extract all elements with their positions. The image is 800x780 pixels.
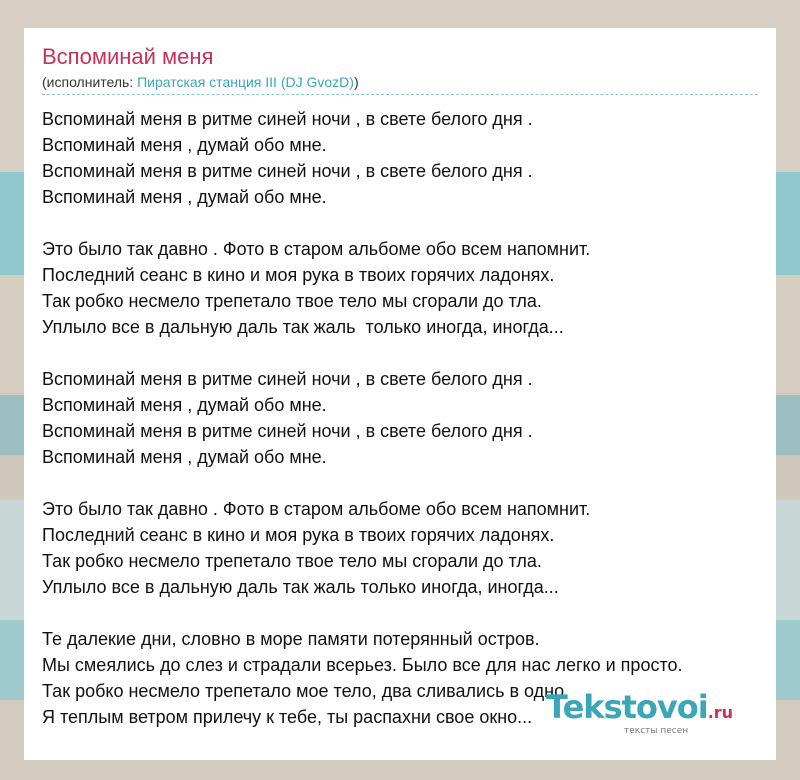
lyric-line: Я теплым ветром прилечу к тебе, ты распахни свое окно...: [42, 707, 533, 727]
performer-link[interactable]: Пиратская станция III (DJ GvozD): [137, 74, 354, 90]
lyric-line: Вспоминай меня в ритме синей ночи , в свете белого дня .: [42, 421, 533, 441]
site-logo[interactable]: [546, 688, 734, 736]
lyric-line: Вспоминай меня , думай обо мне.: [42, 187, 327, 207]
lyric-line: Последний сеанс в кино и моя рука в твоих горячих ладонях.: [42, 525, 555, 545]
lyric-line: Вспоминай меня в ритме синей ночи , в свете белого дня .: [42, 369, 533, 389]
lyric-line: Уплыло все в дальную даль так жаль только иногда, иногда...: [42, 577, 559, 597]
lyrics-text: [42, 106, 772, 730]
lyrics-card: [24, 28, 776, 760]
lyric-line: [42, 340, 772, 366]
lyric-line: [42, 210, 772, 236]
title-divider: [42, 94, 758, 95]
song-title: Вспоминай меня: [42, 44, 214, 69]
lyric-line: Мы смеялись до слез и страдали всерьез. Было все для нас легко и просто.: [42, 655, 683, 675]
performer-suffix: ): [353, 74, 359, 90]
lyric-line: Вспоминай меня в ритме синей ночи , в свете белого дня .: [42, 109, 533, 129]
lyric-line: Вспоминай меня , думай обо мне.: [42, 135, 327, 155]
logo-brand: Tekstovoi: [546, 688, 708, 726]
lyric-line: Те далекие дни, словно в море памяти потерянный остров.: [42, 629, 540, 649]
lyric-line: Так робко несмело трепетало мое тело, два сливались в одно.: [42, 681, 570, 701]
lyric-line: Так робко несмело трепетало твое тело мы сгорали до тла.: [42, 551, 542, 571]
logo-tagline: тексты песен: [624, 726, 689, 736]
lyric-line: Вспоминай меня в ритме синей ночи , в свете белого дня .: [42, 161, 533, 181]
lyric-line: Вспоминай меня , думай обо мне.: [42, 395, 327, 415]
performer-prefix: (исполнитель:: [42, 74, 138, 90]
lyric-line: Вспоминай меня , думай обо мне.: [42, 447, 327, 467]
lyric-line: Так робко несмело трепетало твое тело мы сгорали до тла.: [42, 291, 542, 311]
performer-line: [42, 74, 359, 90]
lyric-line: Это было так давно . Фото в старом альбоме обо всем напомнит.: [42, 239, 591, 259]
lyric-line: [42, 600, 772, 626]
lyric-line: Уплыло все в дальную даль так жаль только иногда, иногда...: [42, 317, 564, 337]
lyric-line: [42, 470, 772, 496]
lyric-line: Последний сеанс в кино и моя рука в твоих горячих ладонях.: [42, 265, 555, 285]
lyric-line: Это было так давно . Фото в старом альбоме обо всем напомнит.: [42, 499, 591, 519]
logo-tld: .ru: [707, 703, 734, 722]
